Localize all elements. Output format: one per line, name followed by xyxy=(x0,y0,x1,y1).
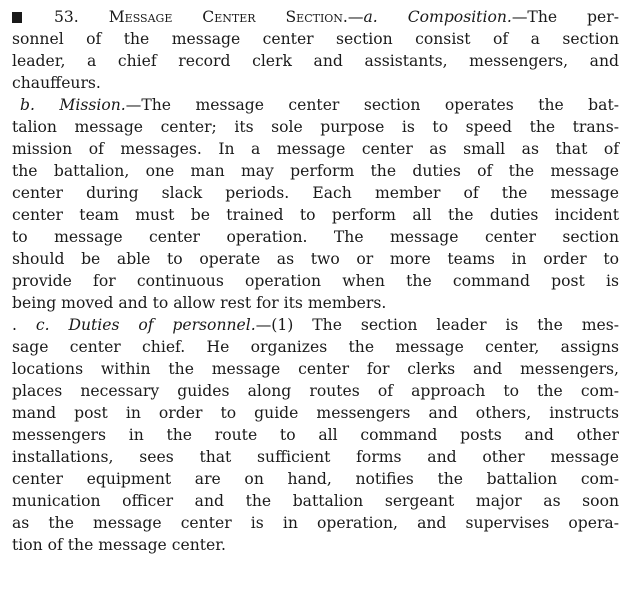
para-b-label: b. xyxy=(20,96,35,114)
paragraph-b-line-10: being moved and to allow rest for its members. xyxy=(12,294,387,312)
paragraph-b-line-2: talion message center; its sole purpose is to speed the trans- xyxy=(12,118,619,136)
document-page xyxy=(12,6,619,556)
section-title: Message Center Section. xyxy=(108,8,348,26)
section-marker-icon xyxy=(12,12,22,23)
paragraph-a-line-2: sonnel of the message center section consist of a section xyxy=(12,30,619,48)
paragraph-b-line-6: center team must be trained to perform all the duties incident xyxy=(12,206,619,224)
paragraph-c-line-3: locations within the message center for clerks and messengers, xyxy=(12,360,619,378)
paragraph-a xyxy=(12,6,619,94)
para-a-label: a. xyxy=(363,8,378,26)
paragraph-c-line-6: messengers in the route to all command posts and other xyxy=(12,426,619,444)
paragraph-c-line-4: places necessary guides along routes of approach to the com- xyxy=(12,382,619,400)
para-b-heading: Mission. xyxy=(59,96,126,114)
para-c-text: —(1) The section leader is the mes- xyxy=(255,316,619,334)
paragraph-b-line-8: should be able to operate as two or more teams in order to xyxy=(12,250,619,268)
paragraph-b-line-3: mission of messages. In a message center as small as that of xyxy=(12,140,619,158)
paragraph-b-line-4: the battalion, one man may perform the duties of the message xyxy=(12,162,619,180)
para-a-heading: Composition. xyxy=(407,8,512,26)
paragraph-c-line-2: sage center chief. He organizes the message center, assigns xyxy=(12,338,619,356)
paragraph-b-line-7: to message center operation. The message center section xyxy=(12,228,619,246)
paragraph-a-line-3: leader, a chief record clerk and assistants, messengers, and xyxy=(12,52,619,70)
paragraph-b xyxy=(12,94,619,314)
paragraph-c-line-5: mand post in order to guide messengers and others, instructs xyxy=(12,404,619,422)
para-c-prefix: . xyxy=(12,316,36,334)
paragraph-a-line-1 xyxy=(12,6,619,28)
para-c-heading: Duties of personnel. xyxy=(68,316,256,334)
paragraph-c-line-8: center equipment are on hand, notifies the battalion com- xyxy=(12,470,619,488)
para-a-text: —The per- xyxy=(511,8,619,26)
paragraph-b-line-5: center during slack periods. Each member of the message xyxy=(12,184,619,202)
paragraph-c-line-1 xyxy=(12,314,619,336)
section-number: 53. xyxy=(53,8,79,26)
paragraph-c xyxy=(12,314,619,556)
paragraph-b-line-9: provide for continuous operation when the command post is xyxy=(12,272,619,290)
paragraph-b-line-1 xyxy=(12,94,619,116)
paragraph-a-line-4: chauffeurs. xyxy=(12,74,101,92)
para-b-text: —The message center section operates the bat- xyxy=(125,96,619,114)
paragraph-c-line-7: installations, sees that sufficient forms and other message xyxy=(12,448,619,466)
section-dash: — xyxy=(347,8,364,26)
paragraph-c-line-11: tion of the message center. xyxy=(12,536,226,554)
paragraph-c-line-10: as the message center is in operation, and supervises opera- xyxy=(12,514,619,532)
para-c-label: c. xyxy=(35,316,50,334)
paragraph-c-line-9: munication officer and the battalion sergeant major as soon xyxy=(12,492,619,510)
